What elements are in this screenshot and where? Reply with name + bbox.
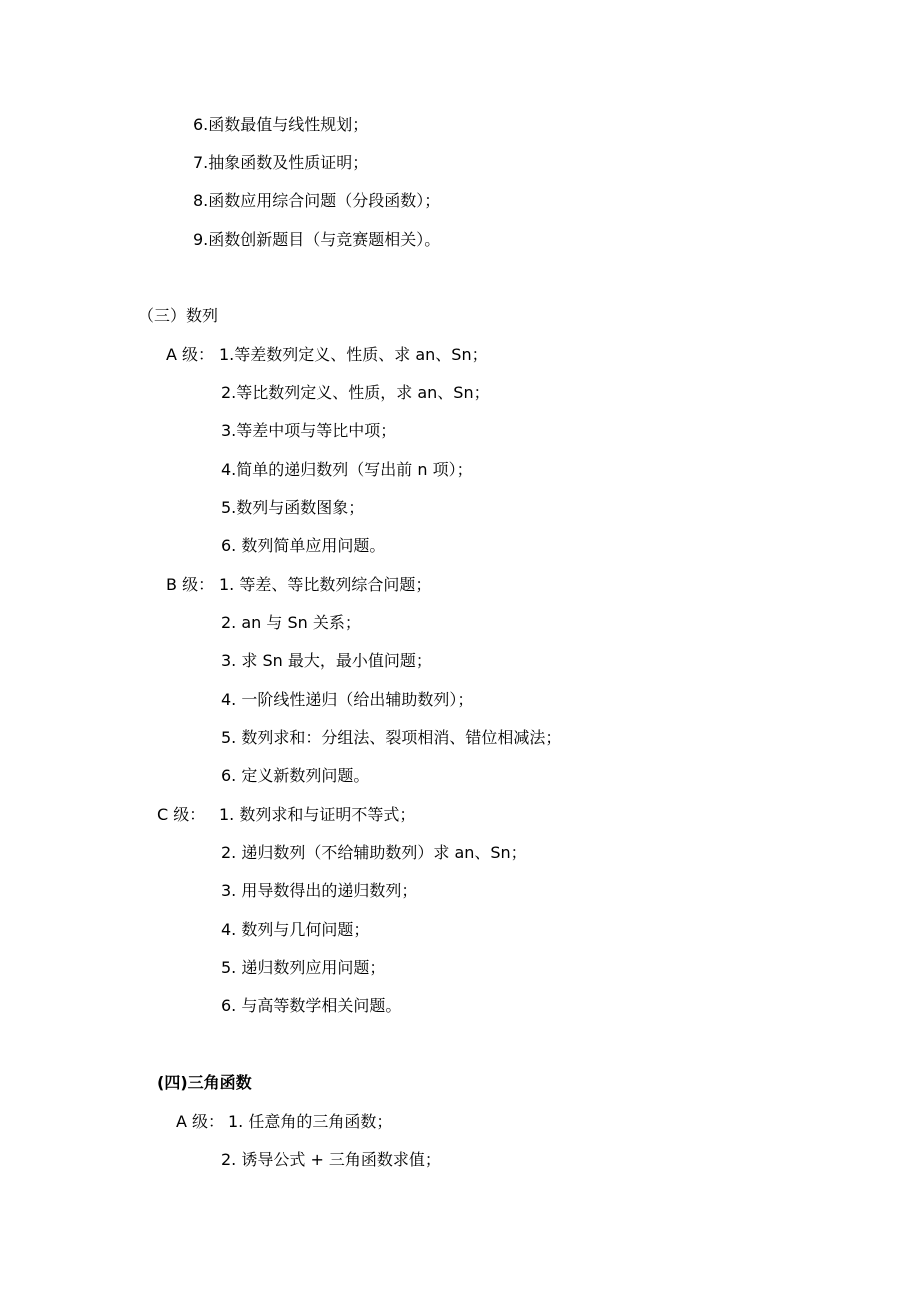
sequence-a-item-3: 3.等差中项与等比中项； bbox=[221, 421, 397, 440]
sequence-b-item-5: 5. 数列求和：分组法、裂项相消、错位相减法； bbox=[221, 728, 562, 747]
sequence-a-item-2: 2.等比数列定义、性质，求 an、Sn； bbox=[221, 383, 490, 402]
sequence-b-item-3: 3. 求 Sn 最大，最小值问题； bbox=[221, 651, 432, 670]
sequence-a-item-5: 5.数列与函数图象； bbox=[221, 498, 365, 517]
function-item-9: 9.函数创新题目（与竞赛题相关）。 bbox=[193, 230, 441, 249]
sequence-c-level-label: C 级： bbox=[157, 805, 206, 824]
sequence-a-level-label: A 级： bbox=[166, 345, 215, 364]
sequence-c-item-2: 2. 递归数列（不给辅助数列）求 an、Sn； bbox=[221, 843, 527, 862]
sequence-c-item-5: 5. 递归数列应用问题； bbox=[221, 958, 386, 977]
function-item-6: 6.函数最值与线性规划； bbox=[193, 115, 369, 134]
function-item-7: 7.抽象函数及性质证明； bbox=[193, 153, 369, 172]
sequence-c-item-3: 3. 用导数得出的递归数列； bbox=[221, 881, 418, 900]
trig-a-item-1: 1. 任意角的三角函数； bbox=[228, 1112, 393, 1131]
sequence-b-item-6: 6. 定义新数列问题。 bbox=[221, 766, 370, 785]
sequence-a-item-6: 6. 数列简单应用问题。 bbox=[221, 536, 386, 555]
sequence-b-item-1: 1. 等差、等比数列综合问题； bbox=[219, 575, 432, 594]
sequence-c-item-6: 6. 与高等数学相关问题。 bbox=[221, 996, 402, 1015]
sequence-b-level-label: B 级： bbox=[166, 575, 215, 594]
sequence-c-item-1: 1. 数列求和与证明不等式； bbox=[219, 805, 416, 824]
sequence-a-item-1: 1.等差数列定义、性质、求 an、Sn； bbox=[219, 345, 488, 364]
function-item-8: 8.函数应用综合问题（分段函数）； bbox=[193, 191, 441, 210]
sequence-b-item-4: 4. 一阶线性递归（给出辅助数列）； bbox=[221, 690, 474, 709]
sequence-heading: （三）数列 bbox=[138, 306, 219, 325]
trig-a-level-label: A 级： bbox=[176, 1112, 225, 1131]
sequence-c-item-4: 4. 数列与几何问题； bbox=[221, 920, 370, 939]
trig-a-item-2: 2. 诱导公式 + 三角函数求值； bbox=[221, 1150, 441, 1169]
trig-heading: (四)三角函数 bbox=[157, 1073, 252, 1092]
sequence-b-item-2: 2. an 与 Sn 关系； bbox=[221, 613, 361, 632]
sequence-a-item-4: 4.简单的递归数列（写出前 n 项）； bbox=[221, 460, 473, 479]
